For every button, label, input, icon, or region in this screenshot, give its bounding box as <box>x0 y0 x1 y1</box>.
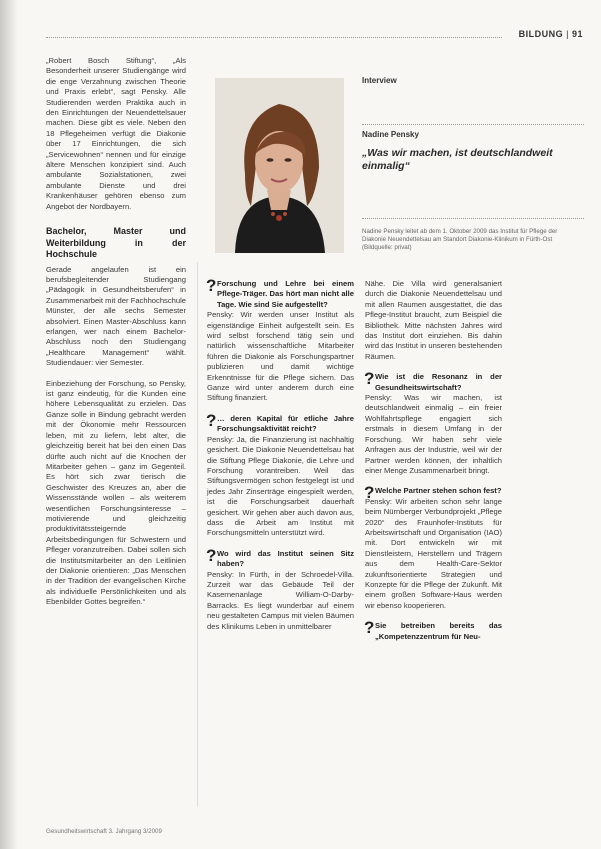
subheading: Bachelor, Master und Weiterbildung in der Hochschule <box>46 226 186 260</box>
body-paragraph: Einbeziehung der Forschung, so Pensky, ist ganz eindeutig, für die Kunden eine höhere Lebensqualität zu erzielen. Das Ganze solle in Bindung gebracht werden mit der Ökonomie mehr Ressourcen leben, mit zu liefern, lebt alter, die gleichzeitig bereit hat bei den einen Das dürfte auch nicht auf die Knochen der Mitarbeiter gehen – ganz im Gegenteil. Es hört sich zwar tierisch die Geschwister des Kreuzes an, aber die Wissensstände wollen – als weiterem wesentlichen Forschungsinteresse – motivierende und gleichzeitig produktivitätssteigernde Arbeitsbedingungen für Schwestern und Pfleger voranzutreiben. Dabei sollen sich die Institutsmitarbeiter an den Leitlinien der Diakonie orientieren: „Das Menschen in der Tradition der evangelischen Kirche als individuelle Persönlichkeiten und als Ebenbilder Gottes begreifen.“ <box>46 378 186 607</box>
interview-answer: Pensky: Ja, die Finanzierung ist nachhaltig gesichert. Die Diakonie Neuendettelsau hat die Stiftung Pflege Diakonie, die Lehre und Forschung vorantreiben. Weil das Stiftungsvermögen schon festgelegt ist und jedes Jahr Zinserträge eingespielt werden, ist die Forschungsarbeit dauerhaft gesichert. Wir gehen aber auch davon aus, dass die Arbeit am Institut mit Forschungsmitteln unterstützt wird. <box>207 434 354 538</box>
portrait-illustration <box>215 78 344 253</box>
interview-kicker: Interview <box>362 76 397 85</box>
intro-paragraph: „Robert Bosch Stiftung“, „Als Besonderheit unserer Studiengänge wird die enge Verzahnung zwischen Theorie und Praxis erlebt“, sagt Pensky. Alle Studierenden werden Praktika auch in den Einrichtungen der Neuendettelsauer machen. Diese gibt es viele. Neben den 18 Pflegeheimen verfügt die Diakonie über 17 Einrichtungen, die sich „Servicewohnen“ nennen und für einzige ältere Menschen konzipiert sind. Auch ambulante Sozialstationen, zwei ambulante Dienste und drei Krankenhäuser gehören ebenso zum Angebot der Nordbayern. <box>46 56 186 211</box>
interview-answer: Pensky: Was wir machen, ist deutschlandweit einmalig – ein freier Wohlfahrtspflege engagiert sich erstmals in diesem Umfang in der Forschung. Wir haben sehr viele Anfragen aus der Industrie, weil wir der Partner werden können, der inhaltlich einer Menge Zusammenarbeit bringt. <box>365 393 502 475</box>
interview-question: ? Wo wird das Institut seinen Sitz haben? <box>206 545 354 569</box>
interview-question: ? … deren Kapital für etliche Jahre Forschungsaktivität reicht? <box>206 410 354 434</box>
header-separator: | <box>566 29 569 39</box>
body-paragraph: Gerade angelaufen ist ein berufsbegleitender Studiengang „Pädagogik in Gesundheitsberufen“ in Zusammenarbeit mit der Fachhochschule Münster, der alle sechs Semester absolviert. Einen Master-Abschluss kann erlangen, wer nach einem Bachelor-Abschluss noch den Studiengang „Healthcare Management“ wählt. Studiendauer: vier Semester. <box>46 264 186 368</box>
left-column <box>46 56 186 608</box>
question-mark-icon: ? <box>206 545 217 565</box>
page-gutter-shadow <box>0 0 18 849</box>
interview-answer: Pensky: Wir werden unser Institut als eigenständige Einheit aufgestellt sein. Es wird selbst forschend tätig sein und natürlich wissenschaftliche Mitarbeiter führen die Diakonie als Forschungspartner publizieren und damit wichtige Erkenntnisse für die Pflege sichern. Das Ganze wird unter anderem durch eine Stiftung finanziert. <box>207 310 354 403</box>
interview-answer: Nähe. Die Villa wird generalsaniert durch die Diakonie Neuendettelsau und mit allen Raumen ausgestattet, die das Pflege-Institut braucht, zum Beispiel die Bibliothek. Mitte nächsten Jahres wird das Institut dort einziehen. Bis dahin wird das Institut in unseren bestehenden Räumen. <box>365 279 502 361</box>
header-rule <box>46 37 502 38</box>
interview-question: ? Wie ist die Resonanz in der Gesundheitswirtschaft? <box>364 369 502 392</box>
portrait-photo <box>215 78 344 253</box>
interview-answer: Pensky: In Fürth, in der Schroedel-Villa. Zurzeit war das Gebäude Teil der Kasernenanlage William-O-Darby-Barracks. Es liegt wunderbar auf einem neu gestalteten Campus mit vielen Bäumen des Klinikums Leben in unmittelbarer <box>207 569 354 631</box>
question-mark-icon: ? <box>206 276 217 295</box>
page-footer: Gesundheitswirtschaft 3. Jahrgang 3/2009 <box>46 828 162 835</box>
interview-question: ? Sie betreiben bereits das „Kompetenzzentrum für Neu- <box>364 618 502 641</box>
interview-question: ? Welche Partner stehen schon fest? <box>364 483 502 503</box>
middle-column <box>206 276 354 632</box>
page-number: 91 <box>571 29 583 39</box>
section-label: BILDUNG <box>518 29 564 39</box>
pull-quote: „Was wir machen, ist deutschlandweit einmalig“ <box>362 147 553 172</box>
name-rule <box>362 124 584 125</box>
question-mark-icon: ? <box>364 618 375 638</box>
photo-caption: Nadine Pensky leitet ab dem 1. Oktober 2009 das Institut für Pflege der Diakonie Neuendettelsau am Standort Diakonie-Klinikum in Fürth-Ost (Bildquelle: privat) <box>362 228 558 251</box>
question-mark-icon: ? <box>364 369 375 389</box>
question-mark-icon: ? <box>206 410 217 430</box>
running-header <box>513 24 589 44</box>
interviewee-name: Nadine Pensky <box>362 130 419 139</box>
interview-answer: Pensky: Wir arbeiten schon sehr lange beim Nürnberger Verbundprojekt „Pflege 2020“ des Fraunhofer-Instituts für Arbeitswirtschaft und Organisation (IAO) mit. Dort entwickeln wir mit Dienstleistern, Herstellern und Trägern aus dem Health-Care-Sektor zukunftsorientierte Strategien und Konzepte für die Pflege der Zukunft. Mit einem großen Software-Haus werden wir ebenso kooperieren. <box>365 496 502 610</box>
interview-question: ? Forschung und Lehre bei einem Pflege-Träger. Das hört man nicht alle Tage. Wie sind Sie aufgestellt? <box>206 276 354 309</box>
column-divider <box>197 262 198 807</box>
question-mark-icon: ? <box>364 483 375 503</box>
right-column <box>365 279 502 642</box>
caption-rule <box>362 218 584 219</box>
